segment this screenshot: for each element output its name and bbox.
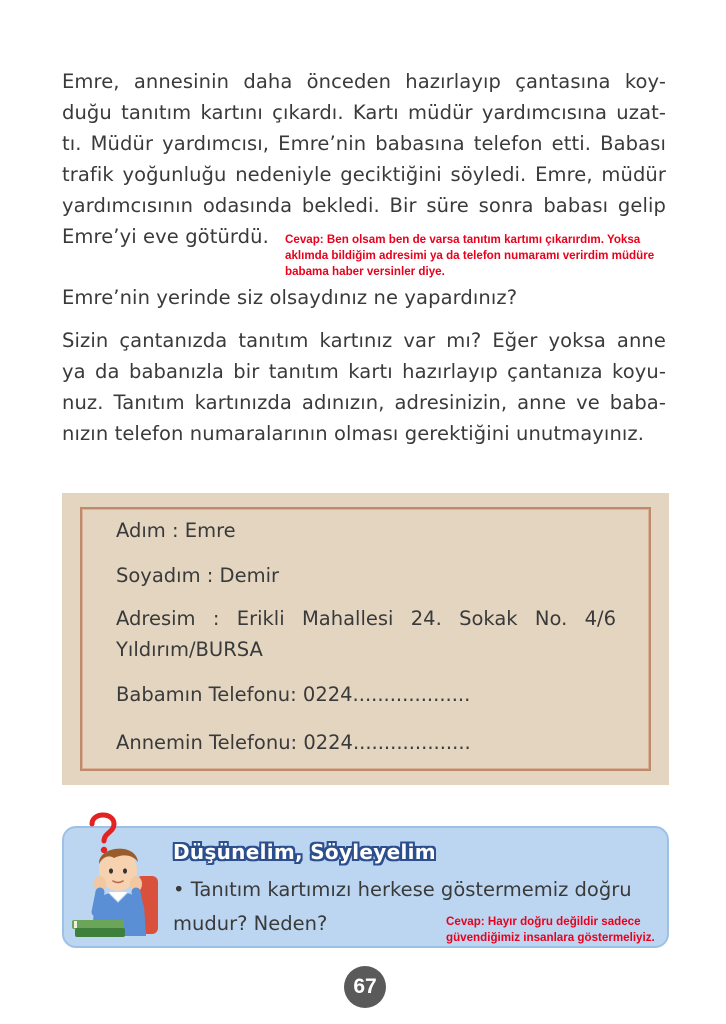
- card-surname: Soyadım : Demir: [116, 564, 279, 587]
- story-line: Emre, annesinin daha önceden hazırlayıp çantasına koy-: [62, 70, 666, 93]
- card-name: Adım : Emre: [116, 519, 236, 542]
- story-paragraph: [62, 66, 666, 252]
- story-line: trafik yoğunluğu nedeniyle geciktiğini söyledi. Emre, müdür: [62, 163, 666, 186]
- card-address-line-1: Adresim : Erikli Mahallesi 24. Sokak No. 4/6: [116, 607, 616, 630]
- story-line: yardımcısının odasında bekledi. Bir süre sonra babası gelip: [62, 194, 666, 217]
- instruction-line: ya da babanızla bir tanıtım kartı hazırlayıp çantanıza koyu-: [62, 360, 666, 383]
- card-address-line-2: Yıldırım/BURSA: [116, 638, 263, 661]
- answer-2: [446, 914, 655, 946]
- story-line: tı. Müdür yardımcısı, Emre’nin babasına telefon etti. Babası: [62, 132, 666, 155]
- question-1-text: Emre’nin yerinde siz olsaydınız ne yapardınız?: [62, 286, 518, 309]
- think-question-line-2: mudur? Neden?: [173, 912, 328, 935]
- instruction-paragraph: [62, 325, 666, 449]
- card-father-phone: Babamın Telefonu: 0224...................: [116, 683, 471, 706]
- answer-1-line: babama haber versinler diye.: [285, 265, 445, 278]
- answer-2-line: Cevap: Hayır doğru değildir sadece: [446, 915, 641, 928]
- card-mother-phone: Annemin Telefonu: 0224...................: [116, 731, 471, 754]
- think-question-line-1: • Tanıtım kartımızı herkese göstermemiz doğru: [173, 878, 632, 901]
- question-mark-icon: [92, 815, 114, 853]
- think-and-say-title: Düşünelim, Söyleyelim: [173, 840, 436, 864]
- answer-1-line: Cevap: Ben olsam ben de varsa tanıtım kartımı çıkarırdım. Yoksa: [285, 233, 641, 246]
- story-line: Emre’yi eve götürdü.: [62, 225, 269, 248]
- story-line: duğu tanıtım kartını çıkardı. Kartı müdür yardımcısına uzat-: [62, 101, 666, 124]
- identity-card: [62, 493, 669, 785]
- question-1: [62, 282, 666, 313]
- answer-2-line: güvendiğimiz insanlara göstermeliyiz.: [446, 931, 655, 944]
- instruction-line: nızın telefon numaralarının olması gerektiğini unutmayınız.: [62, 422, 645, 445]
- instruction-line: nuz. Tanıtım kartınızda adınızın, adresinizin, anne ve baba-: [62, 391, 666, 414]
- answer-1-line: aklımda bildiğim adresimi ya da telefon numaramı verirdim müdüre: [285, 249, 655, 262]
- instruction-line: Sizin çantanızda tanıtım kartınız var mı? Eğer yoksa anne: [62, 329, 666, 352]
- thinking-boy-illustration: [66, 808, 176, 948]
- page-number: 67: [344, 966, 386, 1008]
- answer-1: [285, 232, 654, 280]
